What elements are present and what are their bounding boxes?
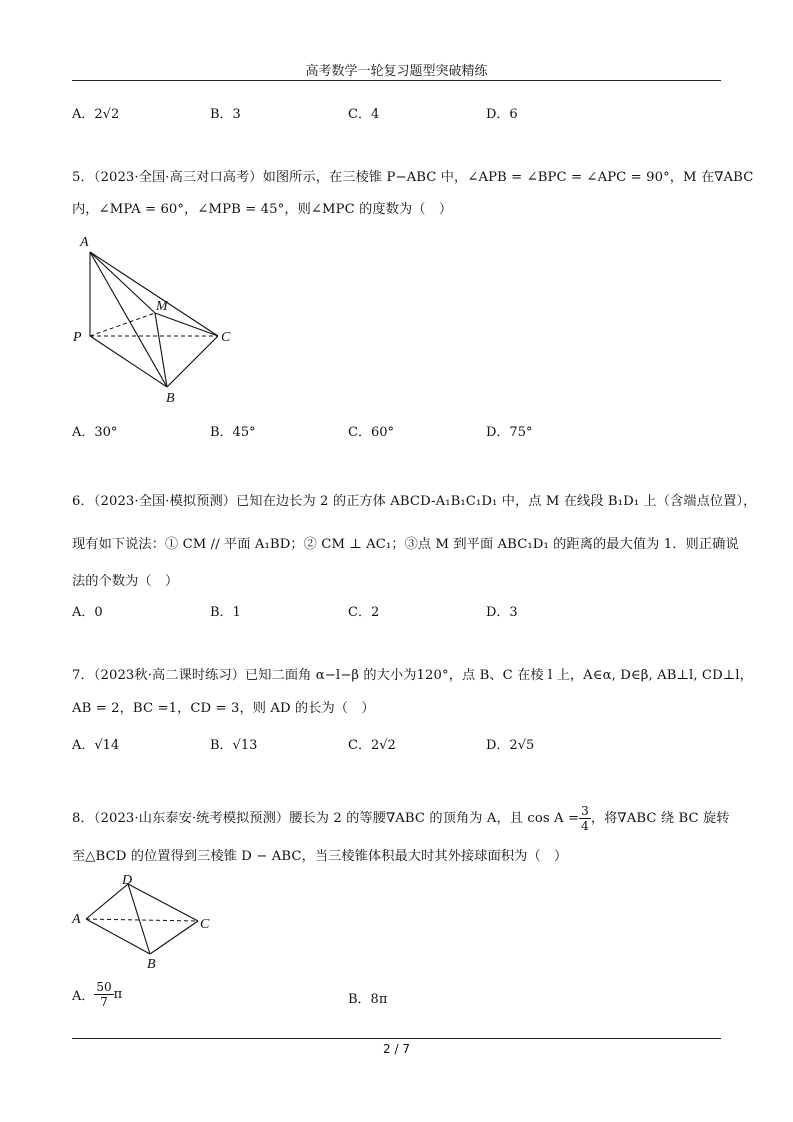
q8-label-d: D [122, 873, 133, 888]
q8-option-a-num: 50 [96, 980, 112, 994]
header-title: 高考数学一轮复习题型突破精练 [305, 64, 488, 79]
q4-option-c: C．4 [348, 107, 380, 122]
header-rule [72, 80, 721, 81]
q8-label-c: C [200, 917, 210, 932]
q6-option-d: D．3 [486, 605, 518, 620]
q8-frac-num: 3 [581, 804, 589, 818]
q5-option-a: A．30° [72, 425, 118, 440]
q7-option-d: D．2√5 [486, 738, 535, 753]
q8-option-a-pi: π [113, 987, 123, 1002]
q8-stem-line1-post: ，将∇ABC 绕 BC 旋转 [590, 811, 730, 826]
q5-option-b: B．45° [210, 425, 256, 440]
q6-option-c: C．2 [348, 605, 380, 620]
q5-option-d: D．75° [486, 425, 533, 440]
q8-label-b: B [147, 957, 156, 972]
q5-label-m: M [156, 299, 168, 314]
q7-stem-line1: 7．（2023秋·高二课时练习）已知二面角 α−l−β 的大小为120°，点 B、C 在棱 l 上，A∈α, D∈β, AB⊥l, CD⊥l， [72, 668, 753, 683]
page-number: 2 / 7 [383, 1042, 410, 1056]
q8-stem-line1 [72, 804, 730, 833]
q7-option-c: C．2√2 [348, 738, 396, 753]
q5-pyramid-figure [70, 230, 240, 406]
q8-tetrahedron-figure [70, 872, 220, 972]
q6-stem-line3: 法的个数为（ ） [72, 574, 179, 589]
q6-stem-line2: 现有如下说法：① CM // 平面 A₁BD；② CM ⊥ AC₁；③点 M 到平面 ABC₁D₁ 的距离的最大值为 1．则正确说 [72, 537, 739, 552]
q5-label-p: P [73, 330, 82, 345]
q4-option-a: A．2√2 [72, 107, 120, 122]
q8-frac-den: 4 [581, 819, 589, 833]
q4-option-d: D．6 [486, 107, 518, 122]
q5-label-c: C [221, 330, 231, 345]
q5-stem-line2: 内，∠MPA = 60°，∠MPB = 45°，则∠MPC 的度数为（ ） [72, 202, 453, 217]
q5-label-b: B [166, 391, 175, 406]
q5-label-a: A [80, 235, 89, 250]
q6-stem-line1: 6．（2023·全国·模拟预测）已知在边长为 2 的正方体 ABCD-A₁B₁C₁D₁ 中，点 M 在线段 B₁D₁ 上（含端点位置）， [72, 494, 757, 509]
q5-option-c: C．60° [348, 425, 394, 440]
q6-option-b: B．1 [210, 605, 241, 620]
q6-option-a: A．0 [72, 605, 103, 620]
q8-stem-line1-pre: 8．（2023·山东泰安·统考模拟预测）腰长为 2 的等腰∇ABC 的顶角为 A，且 cos A = [72, 811, 580, 826]
q7-option-b: B．√13 [210, 738, 258, 753]
q5-stem-line1: 5．（2023·全国·高三对口高考）如图所示，在三棱锥 P−ABC 中，∠APB = ∠BPC = ∠APC = 90°，M 在∇ABC [72, 170, 754, 185]
q8-option-a-fraction [94, 980, 113, 1009]
q8-option-a-den: 7 [100, 995, 108, 1009]
q8-option-a-label: A． [72, 989, 95, 1004]
q8-cos-fraction [579, 804, 591, 833]
q8-option-a [72, 980, 122, 1009]
q8-label-a: A [72, 912, 81, 927]
q8-stem-line2: 至△BCD 的位置得到三棱锥 D − ABC，当三棱锥体积最大时其外接球面积为（ ） [72, 849, 568, 864]
q7-stem-line2: AB = 2，BC =1，CD = 3，则 AD 的长为（ ） [72, 701, 375, 716]
q7-option-a: A．√14 [72, 738, 120, 753]
q4-option-b: B．3 [210, 107, 241, 122]
footer-rule [72, 1038, 721, 1039]
q8-option-b: B．8π [348, 992, 388, 1007]
